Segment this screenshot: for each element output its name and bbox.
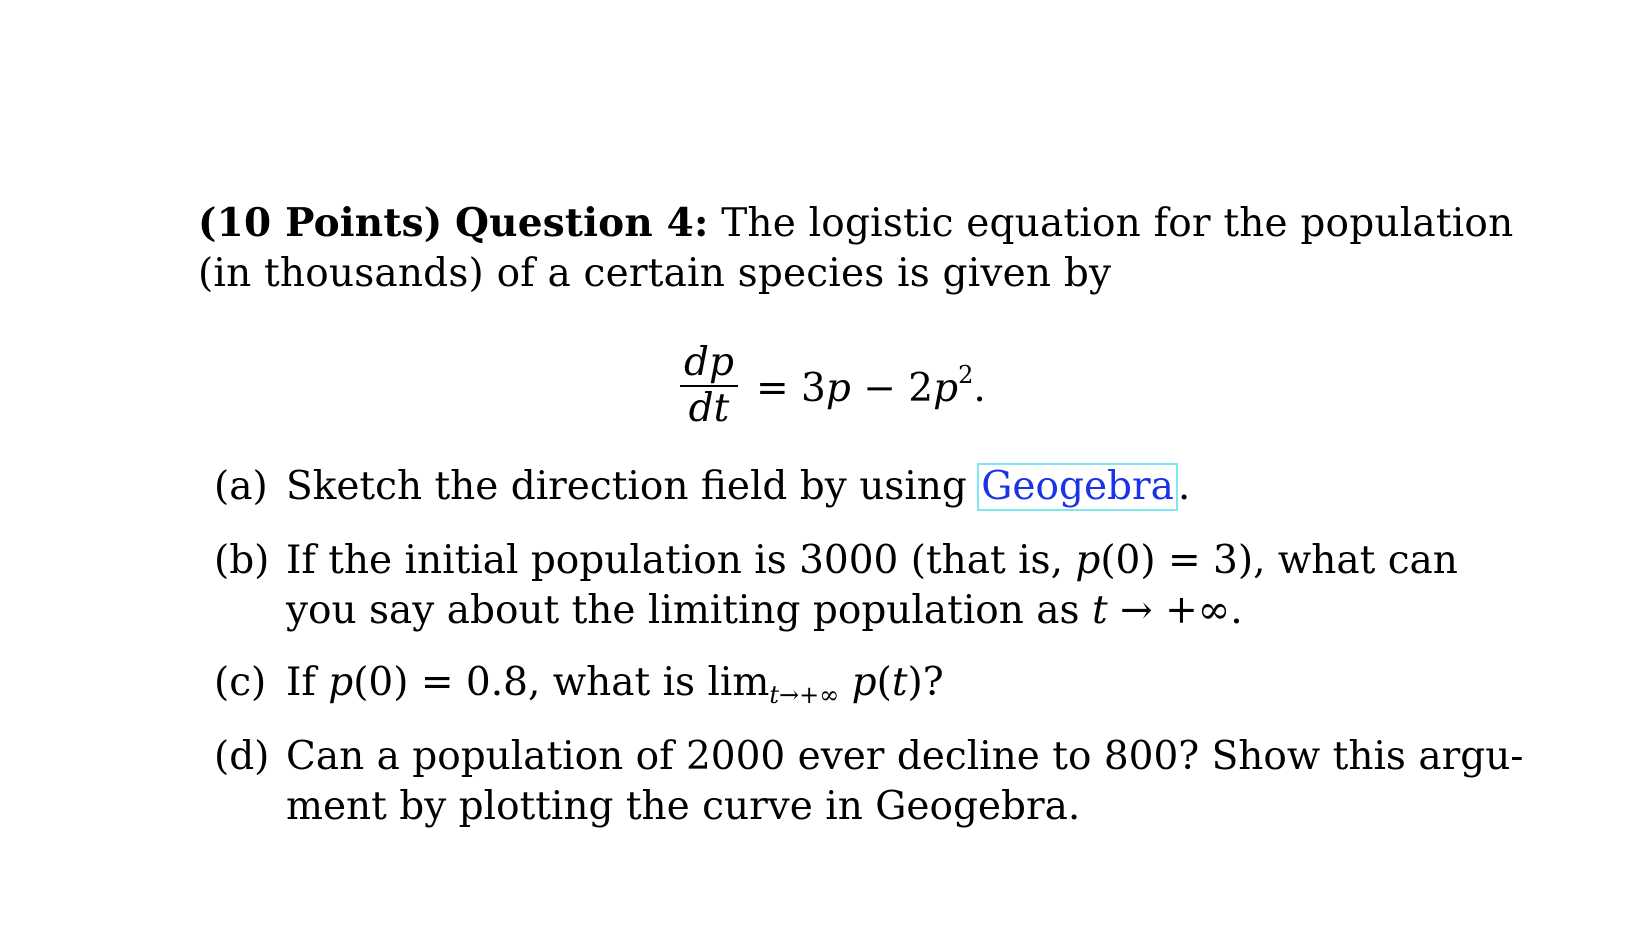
question-header-line-1 <box>198 198 1514 249</box>
rhs-prefix: = 3 <box>755 366 826 411</box>
rhs-p1: p <box>825 366 851 411</box>
part-c-text <box>286 658 1438 720</box>
question-intro-line-1: The logistic equation for the population <box>721 201 1514 246</box>
question-intro-line-2: (in thousands) of a certain species is given by <box>198 251 1112 296</box>
part-b-line-2 <box>286 586 1438 636</box>
part-b-p: p <box>1075 538 1101 583</box>
part-a-text-after: . <box>1177 464 1191 509</box>
geogebra-link[interactable]: Geogebra <box>977 463 1178 511</box>
question-header <box>198 198 1514 299</box>
part-d-text <box>286 732 1524 832</box>
part-b-line-2-b: → +∞. <box>1107 588 1243 633</box>
limit-subscript: t→+∞ <box>769 681 840 709</box>
part-a-text-before: Sketch the direction field by using <box>286 464 980 509</box>
question-points: (10 Points) <box>198 200 443 246</box>
part-c-label: (c) <box>214 660 267 705</box>
part-c-text-a: If <box>286 660 329 705</box>
part-b-line-2-a: you say about the limiting population as <box>286 588 1092 633</box>
part-c-p: p <box>328 660 354 705</box>
part-b-label: (b) <box>214 538 270 583</box>
part-c-text-b: (0) = 0.8, what is lim <box>353 660 770 705</box>
rhs-minus: − 2 <box>850 366 934 411</box>
part-d-line-1: Can a population of 2000 ever decline to 800? Show this argu- <box>286 734 1524 779</box>
part-b-t: t <box>1091 588 1108 633</box>
part-d-line-2: ment by plotting the curve in Geogebra. <box>286 784 1081 829</box>
derivative-fraction <box>680 341 738 431</box>
part-c-paren-close: )? <box>907 660 944 705</box>
part-b-line-1-b: (0) = 3), what can <box>1100 538 1458 583</box>
fraction-denominator: dt <box>688 386 730 431</box>
part-c-t: t <box>891 660 908 705</box>
equation-rhs <box>756 361 986 411</box>
part-b-text <box>286 536 1458 636</box>
rhs-p2: p <box>933 366 959 411</box>
part-a-text <box>286 462 1438 512</box>
part-b-line-1 <box>286 536 1458 586</box>
part-a-label: (a) <box>214 464 268 509</box>
question-number: Question 4: <box>455 200 709 246</box>
logistic-equation <box>680 336 986 436</box>
part-b-line-1-a: If the initial population is 3000 (that is, <box>286 538 1076 583</box>
rhs-end: . <box>973 366 986 411</box>
part-d-label: (d) <box>214 734 270 779</box>
fraction-numerator: dp <box>684 340 734 385</box>
rhs-exponent: 2 <box>958 361 974 389</box>
part-c-p2: p <box>839 660 877 705</box>
part-c-paren-open: ( <box>876 660 892 705</box>
